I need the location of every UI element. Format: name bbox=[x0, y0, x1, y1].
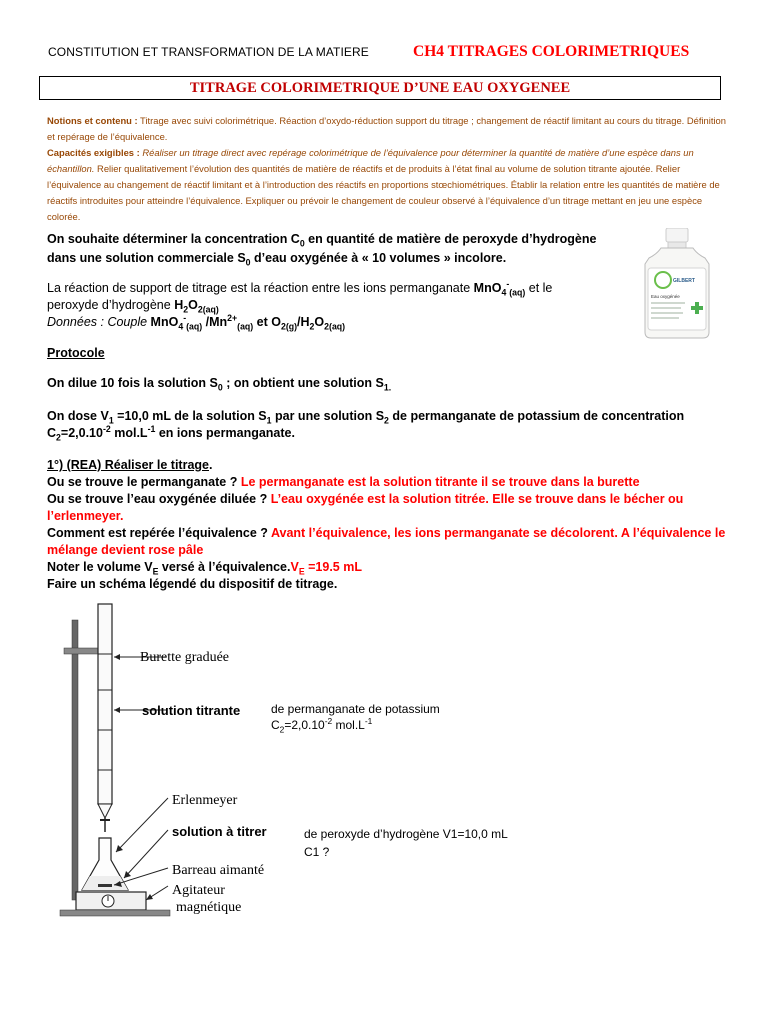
protocole-heading: Protocole bbox=[47, 346, 105, 360]
bottle-image bbox=[637, 228, 717, 340]
dosage-step: On dose $V_1 =10,0$ mL de la solution $S_1$ par une solution $S_2$ de permanganate de potassium de concentration $C_2=2,0.10^{-2}$ $mol.L^{-1}$ en ions permanganate. bbox=[47, 409, 685, 443]
intro-sub: 0 bbox=[245, 257, 251, 268]
answer-3: Avant l’équivalence, les ions permanganate se décolorent. A l’équivalence le mélange devient rose pâle bbox=[47, 526, 726, 557]
question-2: Ou se trouve l’eau oxygénée diluée ? bbox=[47, 492, 271, 506]
question-5: Faire un schéma légendé du dispositif de titrage. bbox=[47, 577, 338, 591]
capacites-text: Relier qualitativement l’évolution des quantités de matière de réactifs et de produits à l’état final au volume de solution titrante ajoutée. Relier l’équivalence au changement de réactif limitant et à l’introduction des réactifs en proportions stœchiométriques. Établir la relation entre les quantités de matière de réactifs introduites pour atteindre l’équivalence. Expliquer ou prévoir le changement de couleur observé à l’équivalence d’un titrage mettant en jeu une espèce colorée. bbox=[47, 163, 720, 222]
intro-text: dans une solution commerciale S bbox=[47, 251, 246, 265]
label-barreau: Barreau aimanté bbox=[172, 863, 265, 878]
answer-4: $V_E =19.5$ mL bbox=[290, 560, 362, 577]
step-heading: 1°) (REA) Réaliser le titrage bbox=[47, 458, 209, 472]
capacites-label: Capacités exigibles : bbox=[47, 147, 140, 158]
reaction-text: La réaction de support de titrage est la réaction entre les ions permanganate bbox=[47, 281, 474, 295]
intro-text: en quantité de matière de peroxyde d’hydrogène bbox=[304, 232, 597, 246]
annotation-titrer: de peroxyde d’hydrogène V1=10,0 mL C1 ? bbox=[304, 827, 508, 859]
formula-h2o2: $H_2O_{2(aq)}$ bbox=[174, 298, 219, 315]
reaction-text: et le bbox=[525, 281, 553, 295]
label-a-titrer: solution à titrer bbox=[172, 824, 267, 839]
question-4: Noter le volume $V_E$ versé à l’équivalence. bbox=[47, 560, 291, 577]
reaction-text: peroxyde d’hydrogène bbox=[47, 298, 175, 312]
reaction-paragraph bbox=[47, 280, 607, 331]
burette bbox=[98, 604, 112, 804]
question-1: Ou se trouve le permanganate ? bbox=[47, 475, 241, 489]
answer-1: Le permanganate est la solution titrante il se trouve dans la burette bbox=[240, 475, 640, 489]
stand-base bbox=[60, 910, 170, 916]
intro-text: d’eau oxygénée à « 10 volumes » incolore. bbox=[250, 251, 507, 265]
header-subject: CONSTITUTION ET TRANSFORMATION DE LA MATIERE bbox=[48, 45, 369, 59]
annotation-titrante: de permanganate de potassium $C_2=2,0.10^{-2}$ $mol.L^{-1}$ bbox=[271, 702, 440, 735]
formula-couples: MnO$_4$-$_{(aq)}$ $/Mn^{2+}_{(aq)}$ et $O_{2(g)}/H_2O_{2(aq)}$ bbox=[150, 312, 346, 332]
question-3: Comment est repérée l’équivalence ? bbox=[47, 526, 271, 540]
intro-sub: 0 bbox=[299, 238, 305, 249]
label-agitateur-1: Agitateur bbox=[172, 883, 225, 898]
capacites-italic: Réaliser un titrage direct avec repérage colorimétrique de l’équivalence pour déterminer la quantité de matière d’une espèce dans un échantillon. bbox=[47, 147, 694, 174]
magnetic-bar bbox=[98, 884, 112, 887]
stand-rod bbox=[72, 620, 78, 900]
page-title: TITRAGE COLORIMETRIQUE D’UNE EAU OXYGENEE bbox=[39, 76, 721, 100]
questions-block: 1°) (REA) Réaliser le titrage. Ou se trouve le permanganate ? Le permanganate est la solution titrante il se trouve dans la burette Ou se trouve l’eau oxygénée diluée ? L’eau oxygénée est la solution titrée. Elle se trouve dans le bécher ou l’erlenmeyer. Comment est repérée l’équivalence ? Avant l’équivalence, les ions permanganate se décolorent. A l’équivalence le mélange devient rose pâle Noter le volume $V_E$ versé à $l’équivalence.V_E =19.5$ mL Faire un schéma légendé du dispositif de titrage. bbox=[47, 458, 726, 591]
header-chapter: CH4 TITRAGES COLORIMETRIQUES bbox=[413, 43, 690, 60]
intro-paragraph bbox=[47, 230, 607, 268]
label-agitateur-2: magnétique bbox=[176, 900, 242, 915]
notions-text: Titrage avec suivi colorimétrique. Réaction d’oxydo-réduction support du titrage ; changement de réactif limitant au cours du titrage. Définition et repérage de l’équivalence. bbox=[47, 115, 726, 142]
answer-2: L’eau oxygénée est la solution titrée. Elle se trouve dans le bécher ou l’erlenmeyer. bbox=[47, 492, 684, 523]
label-erlenmeyer: Erlenmeyer bbox=[172, 793, 238, 808]
intro-text: On souhaite déterminer la concentration C bbox=[47, 232, 300, 246]
donnees-label: Données : Couple bbox=[47, 315, 151, 329]
formula-mno4: MnO$_4$-$_{(aq)}$ bbox=[473, 278, 526, 298]
label-titrante: solution titrante bbox=[142, 703, 241, 718]
bottle-label: Eau oxygénée bbox=[651, 294, 680, 299]
label-burette: Burette graduée bbox=[140, 650, 230, 665]
notions-block bbox=[47, 113, 727, 225]
bottle-brand: GILBERT bbox=[673, 278, 695, 284]
dilution-step: On dilue 10 fois la solution $S_0$ ; on obtient une solution $S_{1.}$ bbox=[47, 376, 392, 393]
notions-label: Notions et contenu : bbox=[47, 115, 138, 126]
titration-diagram bbox=[50, 600, 310, 930]
